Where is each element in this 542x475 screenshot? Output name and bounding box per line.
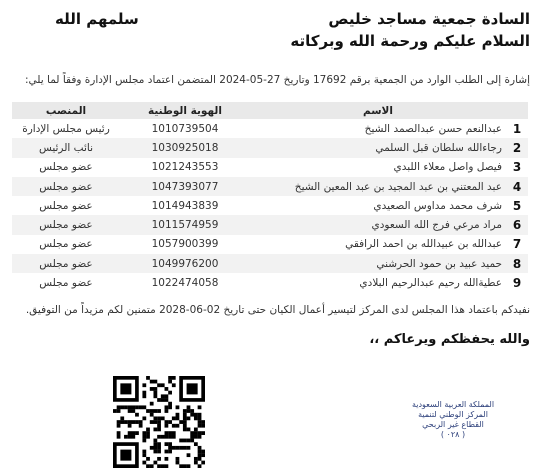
- closing-paragraph: نفيدكم باعتماد هذا المجلس لدى المركز لتيسير أعمال الكيان حتى تاريخ 02-06-2028 متمنين لكم مزيداً من التوفيق.: [25, 304, 530, 316]
- closing-prayer: والله يحفظكم ويرعاكم ،،: [369, 332, 530, 347]
- member-position: عضو مجلس: [39, 161, 93, 174]
- addressee-block: [290, 8, 530, 52]
- table-row: [12, 273, 528, 292]
- member-position: عضو مجلس: [39, 238, 93, 251]
- member-position: عضو مجلس: [12, 254, 120, 273]
- member-name: حميد عبيد بن حمود الحرشني: [250, 254, 506, 273]
- member-position: عضو مجلس: [39, 277, 93, 290]
- table-header-row: [12, 102, 528, 119]
- table-row: [12, 119, 528, 138]
- member-name: عبدالنعم حسن عبدالصمد الشيخ: [364, 122, 502, 135]
- qr-code-icon: [113, 376, 205, 468]
- seal-line-number: ( ٠٢٨ ): [440, 430, 466, 439]
- member-name: عطيةالله رحيم عبدالرحيم البلادي: [359, 277, 502, 290]
- member-name: رجاءالله سلطان قبل السلمي: [250, 138, 506, 157]
- table-row: [12, 254, 528, 273]
- row-number: 4: [506, 177, 528, 196]
- member-national-id: 1047393077: [120, 177, 250, 196]
- table-row: [12, 215, 528, 234]
- row-number: 1: [512, 121, 522, 136]
- member-name: عبد المعتني بن عبد المجيد بن عبد المعين الشيخ: [250, 177, 506, 196]
- table-row: [12, 196, 528, 215]
- row-number: 5: [512, 198, 522, 213]
- table-row: [12, 138, 528, 157]
- member-national-id: 1021243553: [151, 161, 219, 174]
- row-number: 7: [512, 237, 522, 252]
- intro-paragraph: إشارة إلى الطلب الوارد من الجمعية برقم 17692 وتاريخ 27-05-2024 المتضمن اعتماد مجلس الإدارة وفقاً لما يلي:: [24, 74, 530, 86]
- member-national-id: 1030925018: [120, 138, 250, 157]
- member-name: عبدالله بن عبيدالله بن احمد الرافقي: [345, 238, 502, 251]
- member-position: نائب الرئيس: [12, 138, 120, 157]
- seal-line-sector: القطاع غير الربحي: [422, 420, 484, 429]
- member-national-id: 1014943839: [151, 199, 219, 212]
- table-row: [12, 235, 528, 254]
- member-national-id: 1011574959: [120, 215, 250, 234]
- seal-line-center: المركز الوطني لتنمية: [418, 410, 488, 419]
- member-position: عضو مجلس: [39, 199, 93, 212]
- header-number: [506, 102, 528, 119]
- header-position: المنصب: [12, 102, 120, 119]
- header-name: الاسم: [250, 102, 506, 119]
- greeting: السلام عليكم ورحمة الله وبركاته: [290, 32, 530, 50]
- member-national-id: 1057900399: [151, 238, 219, 251]
- member-national-id: 1049976200: [120, 254, 250, 273]
- seal-line-country: المملكة العربية السعودية: [411, 400, 495, 409]
- row-number: 9: [512, 276, 522, 291]
- organization-seal: [388, 400, 518, 440]
- member-name: مراد مرعي فرج الله السعودي: [250, 215, 506, 234]
- row-number: 2: [506, 138, 528, 157]
- member-national-id: 1010739504: [151, 122, 219, 135]
- table-row: [12, 177, 528, 196]
- member-name: شرف محمد مداوس الصعيدي: [373, 199, 502, 212]
- member-position: عضو مجلس: [12, 177, 120, 196]
- member-position: رئيس مجلس الإدارة: [22, 122, 110, 135]
- table-row: [12, 158, 528, 177]
- qr-code-graphic: [113, 376, 205, 468]
- member-name: فيصل واصل معلاء اللبدي: [393, 161, 502, 174]
- row-number: 3: [512, 160, 522, 175]
- member-national-id: 1022474058: [151, 277, 219, 290]
- header-national-id: الهوية الوطنية: [120, 102, 250, 119]
- salutation: سلمهم الله: [55, 10, 139, 28]
- row-number: 8: [506, 254, 528, 273]
- member-position: عضو مجلس: [12, 215, 120, 234]
- board-members-table: [12, 102, 528, 293]
- row-number: 6: [506, 215, 528, 234]
- addressee-title: السادة جمعية مساجد خليص: [328, 10, 530, 28]
